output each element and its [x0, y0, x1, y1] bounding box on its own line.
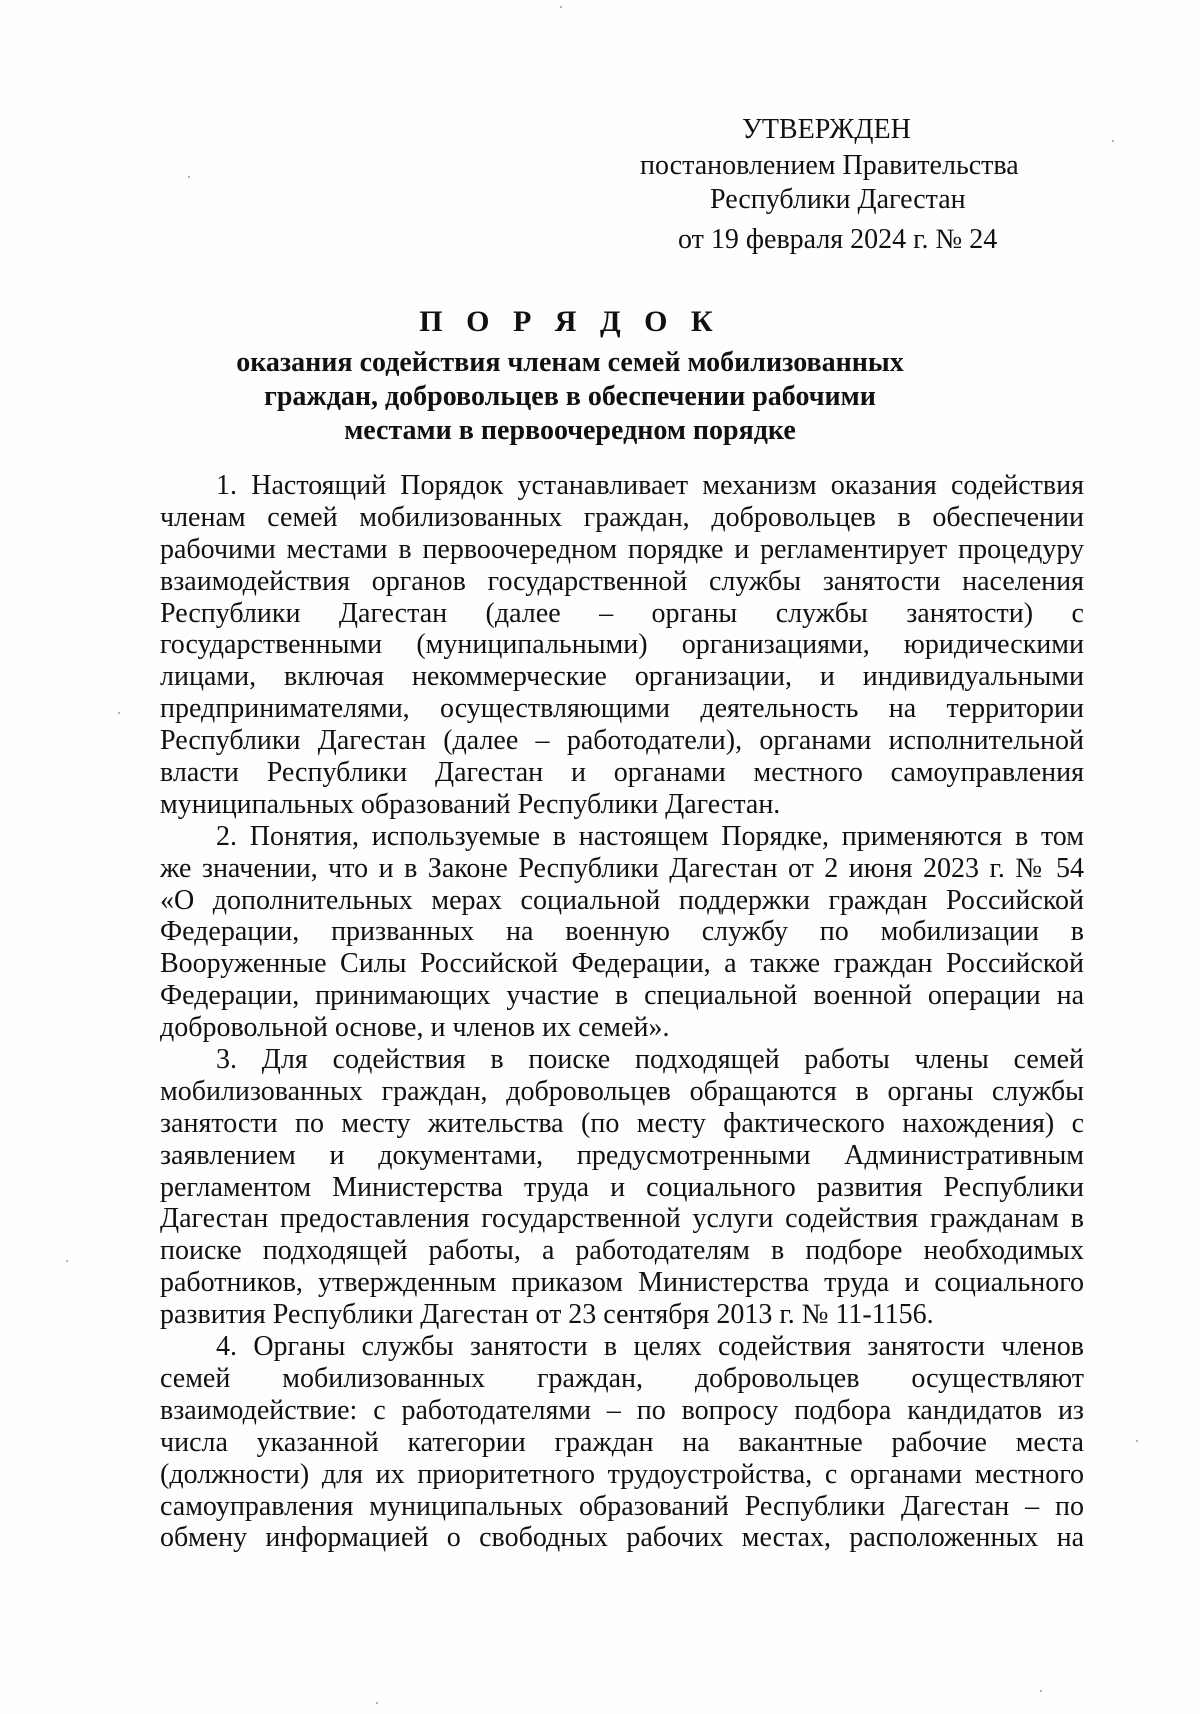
paragraph-2-line: добровольной основе, и членов их семей».: [160, 1012, 670, 1044]
paragraph-1-line: Республики Дагестан (далее – органы службы занятости) с: [160, 597, 1084, 629]
paragraph-3-line: мобилизованных граждан, добровольцев обращаются в органы службы: [160, 1075, 1084, 1107]
paragraph-3-line: 3. Для содействия в поиске подходящей работы члены семей: [216, 1044, 1084, 1076]
paragraph-1-line: 1. Настоящий Порядок устанавливает механизм оказания содействия: [216, 470, 1084, 501]
scan-speck: [188, 176, 190, 178]
paragraph-1-line: лицами, включая некоммерческие организации, и индивидуальными: [160, 661, 1084, 693]
paragraph-1-line: рабочими местами в первоочередном порядке и регламентирует процедуру: [160, 533, 1084, 565]
scan-speck: [560, 6, 562, 8]
paragraph-1-line: Республики Дагестан (далее – работодатели), органами исполнительной: [160, 725, 1084, 757]
paragraph-3-line: заявлением и документами, предусмотренными Административным: [160, 1139, 1084, 1171]
subtitle-line: местами в первоочередном порядке: [344, 415, 796, 446]
scan-speck: [1136, 1440, 1138, 1442]
scan-speck: [118, 712, 120, 714]
body-text: [160, 470, 1084, 1554]
paragraph-4-line: семей мобилизованных граждан, добровольцев осуществляют: [160, 1362, 1084, 1394]
approval-authority: Республики Дагестан: [710, 184, 966, 215]
paragraph-3-line: Дагестан предоставления государственной услуги содействия гражданам в: [160, 1203, 1084, 1235]
paragraph-3-line: развития Республики Дагестан от 23 сентября 2013 г. № 11-1156.: [160, 1299, 934, 1331]
title-block: [200, 302, 940, 448]
paragraph-1-line: членам семей мобилизованных граждан, добровольцев в обеспечении: [160, 501, 1084, 533]
paragraph-4-line: взаимодействие: с работодателями – по вопросу подбора кандидатов из: [160, 1394, 1084, 1426]
scan-speck: [1112, 140, 1114, 142]
approval-heading: УТВЕРЖДЕН: [742, 114, 911, 145]
paragraph-3-line: работников, утвержденным приказом Министерства труда и социального: [160, 1267, 1084, 1299]
scan-speck: [66, 1260, 68, 1262]
paragraph-1-line: взаимодействия органов государственной службы занятости населения: [160, 565, 1084, 597]
subtitle-line: граждан, добровольцев в обеспечении рабочими: [264, 381, 876, 412]
paragraph-2-line: Федерации, принимающих участие в специальной военной операции на: [160, 980, 1084, 1012]
document-title: П О Р Я Д О К: [419, 305, 721, 338]
paragraph-2-line: «О дополнительных мерах социальной поддержки граждан Российской: [160, 884, 1084, 916]
approval-date-number: от 19 февраля 2024 г. № 24: [678, 224, 998, 255]
approval-resolution: постановлением Правительства: [640, 150, 1019, 181]
paragraph-2-line: же значении, что и в Законе Республики Дагестан от 2 июня 2023 г. № 54: [160, 852, 1084, 884]
paragraph-2-line: 2. Понятия, используемые в настоящем Порядке, применяются в том: [216, 820, 1084, 852]
paragraph-4-line: самоуправления муниципальных образований Республики Дагестан – по: [160, 1490, 1084, 1522]
paragraph-1-line: предпринимателями, осуществляющими деятельность на территории: [160, 693, 1084, 725]
paragraph-4-line: (должности) для их приоритетного трудоустройства, с органами местного: [160, 1458, 1084, 1490]
paragraph-1-line: муниципальных образований Республики Дагестан.: [160, 788, 781, 820]
paragraph-4-line: числа указанной категории граждан на вакантные рабочие места: [160, 1426, 1084, 1458]
scan-speck: [1040, 1690, 1042, 1692]
paragraph-4-line: обмену информацией о свободных рабочих местах, расположенных на: [160, 1522, 1084, 1554]
paragraph-1-line: власти Республики Дагестан и органами местного самоуправления: [160, 757, 1084, 789]
paragraph-4-line: 4. Органы службы занятости в целях содействия занятости членов: [216, 1331, 1084, 1363]
paragraph-1-line: государственными (муниципальными) организациями, юридическими: [160, 629, 1084, 661]
subtitle-line: оказания содействия членам семей мобилизованных: [236, 347, 904, 378]
document-subtitle: [200, 346, 940, 448]
paragraph-2-line: Федерации, призванных на военную службу по мобилизации в: [160, 916, 1084, 948]
paragraph-3-line: занятости по месту жительства (по месту фактического нахождения) с: [160, 1107, 1084, 1139]
paragraph-3-line: регламентом Министерства труда и социального развития Республики: [160, 1171, 1084, 1203]
paragraph-2-line: Вооруженные Силы Российской Федерации, а также граждан Российской: [160, 948, 1084, 980]
scan-speck: [376, 1702, 378, 1704]
paragraph-3-line: поиске подходящей работы, а работодателям в подборе необходимых: [160, 1235, 1084, 1267]
